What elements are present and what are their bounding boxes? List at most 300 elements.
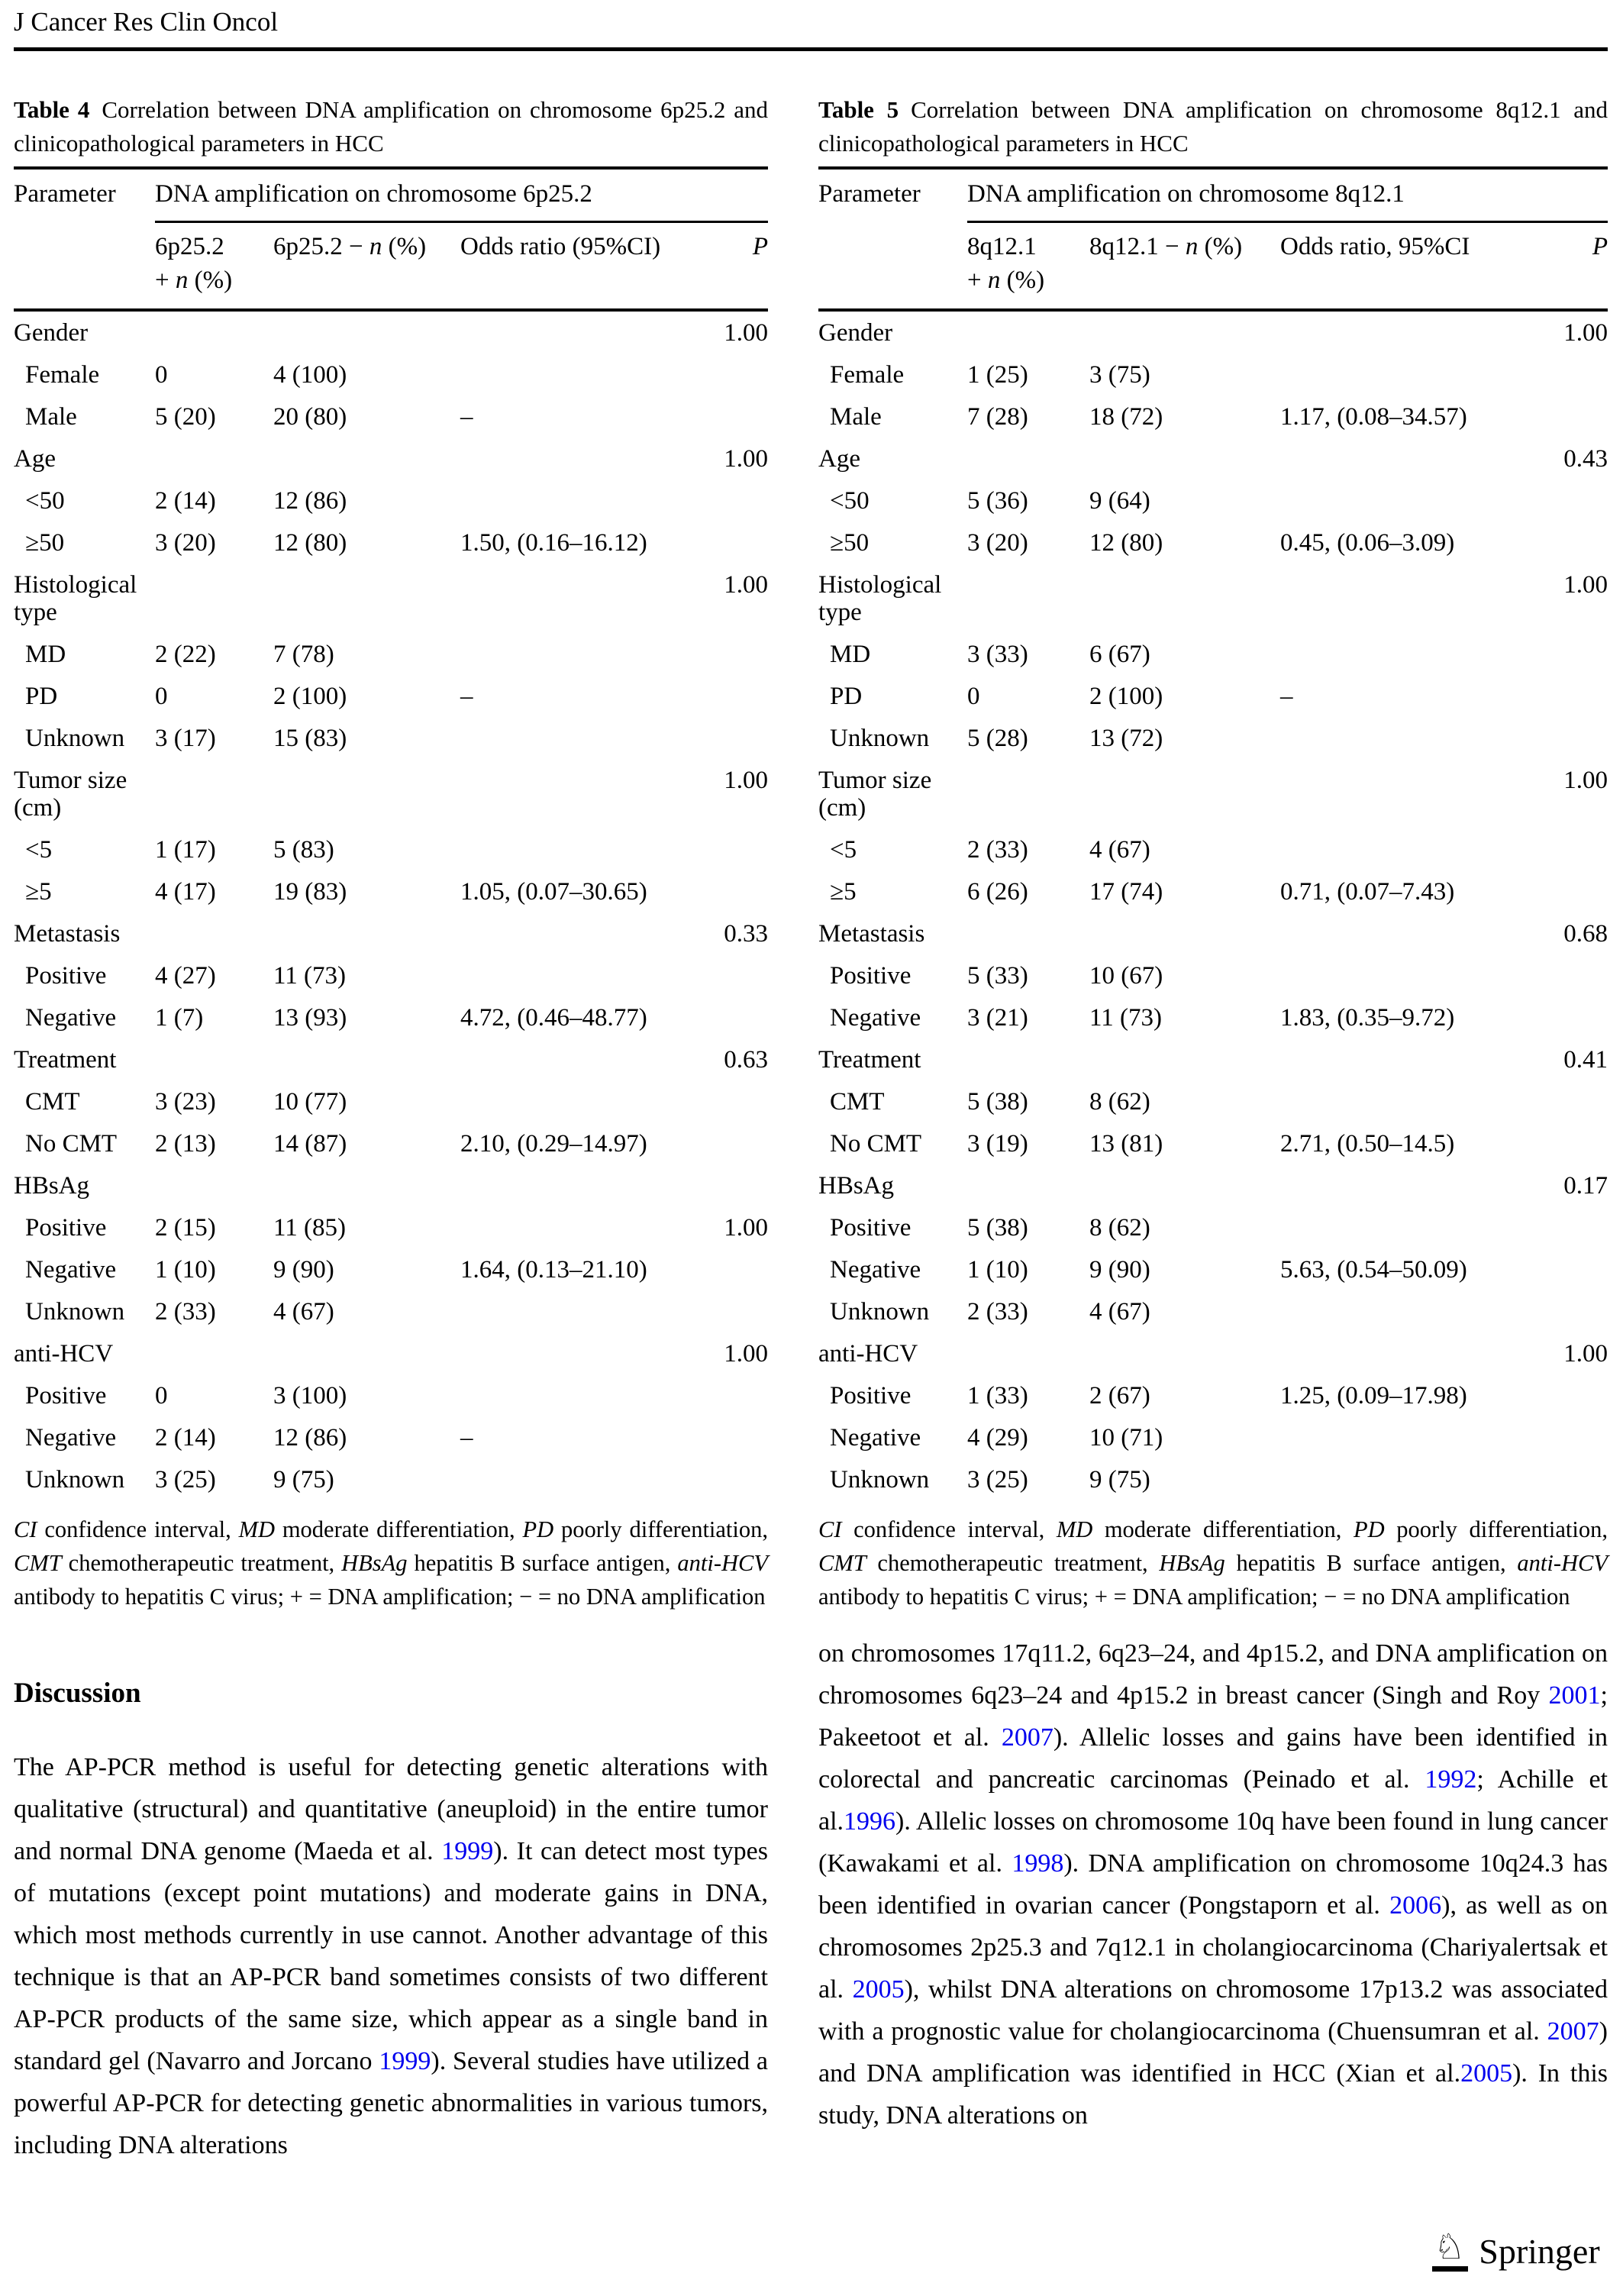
citation-link[interactable]: 2007 [1547,2017,1599,2046]
cell-plus-n: 5 (28) [967,725,1028,752]
table-row [14,912,768,954]
table-row [14,633,768,675]
table-row [14,996,768,1038]
cell-parameter: MD [830,641,871,668]
cell-plus-n: 2 (14) [155,1424,216,1452]
cell-p-value [1544,1122,1608,1164]
cell-parameter: Unknown [25,725,125,752]
cell-parameter: Positive [25,1382,107,1410]
table5-footnote: CI confidence interval, MD moderate differentiation, PD poorly differentiation, CMT chemotherapeutic treatment, HBsAg hepatitis B surface antigen, anti-HCV antibody to hepatitis C virus; + = DNA amplification; − = no DNA amplification [818,1516,1608,1610]
cell-odds-ratio: 1.50, (0.16–16.12) [460,529,647,557]
cell-p-value [1544,354,1608,396]
cell-p-value [712,522,768,564]
cell-p-value [1544,1374,1608,1416]
table-row [14,954,768,996]
cell-parameter: Metastasis [818,920,925,948]
cell-minus-n: 9 (64) [1089,487,1150,515]
discussion-heading: Discussion [14,1678,141,1709]
cell-p-value: 1.00 [724,319,768,347]
cell-minus-n [1089,438,1280,480]
cell-plus-n: 1 (25) [967,361,1028,389]
table4-col-p: P [712,222,768,311]
cell-minus-n: 11 (85) [273,1214,347,1242]
cell-minus-n: 10 (77) [273,1088,347,1116]
table4-caption-label: Table 4 [14,96,90,123]
table-row [818,310,1608,354]
cell-odds-ratio [1280,480,1544,522]
cell-p-value [1544,828,1608,870]
cell-minus-n: 18 (72) [1089,403,1163,431]
table-row [14,1164,768,1206]
table4-header-row1 [14,168,768,222]
cell-odds-ratio: 1.83, (0.35–9.72) [1280,1004,1455,1032]
cell-minus-n: 19 (83) [273,878,347,906]
cell-odds-ratio: – [460,683,473,710]
cell-p-value [712,1374,768,1416]
cell-odds-ratio: – [460,1424,473,1452]
cell-parameter: Gender [818,319,893,347]
cell-minus-n: 4 (67) [1089,836,1150,864]
cell-odds-ratio [1280,1458,1544,1500]
cell-odds-ratio [460,717,712,759]
cell-plus-n: 5 (33) [967,962,1028,990]
cell-p-value: 1.00 [724,571,768,599]
cell-plus-n [967,564,1089,633]
discussion-paragraph-left: The AP-PCR method is useful for detecting genetic alterations with qualitative (structural) and quantitative (aneuploid) in the entire tumor and normal DNA genome (Maeda et al. 1999). It can detect most types of mutations (except point mutations) and moderate gains in DNA, which most methods currently in use cannot. Another advantage of this technique is that an AP-PCR band sometimes consists of two different AP-PCR products of the same size, which appear as a single band in standard gel (Navarro and Jorcano 1999). Several studies have utilized a powerful AP-PCR for detecting genetic abnormalities in various tumors, including DNA alterations [14,1753,768,2159]
cell-plus-n [967,759,1089,828]
cell-minus-n: 9 (75) [273,1466,334,1494]
cell-odds-ratio: 5.63, (0.54–50.09) [1280,1256,1467,1284]
cell-p-value [712,870,768,912]
table5 [818,166,1608,1500]
cell-odds-ratio [1280,1206,1544,1248]
cell-odds-ratio [460,1080,712,1122]
table4-footnote: CI confidence interval, MD moderate differentiation, PD poorly differentiation, CMT chemotherapeutic treatment, HBsAg hepatitis B surface antigen, anti-HCV antibody to hepatitis C virus; + = DNA amplification; − = no DNA amplification [14,1516,768,1610]
cell-p-value [712,1248,768,1290]
cell-minus-n: 10 (67) [1089,962,1163,990]
citation-link[interactable]: 2005 [852,1975,905,2004]
cell-parameter: CMT [25,1088,80,1116]
cell-p-value [1544,1080,1608,1122]
table4-span-header: DNA amplification on chromosome 6p25.2 [155,168,768,222]
cell-odds-ratio [460,1290,712,1332]
cell-plus-n: 1 (33) [967,1382,1028,1410]
cell-parameter: anti-HCV [14,1340,114,1368]
cell-p-value [1544,1458,1608,1500]
table5-body [818,310,1608,1500]
cell-parameter: Positive [830,962,912,990]
table-row [14,480,768,522]
cell-plus-n: 2 (22) [155,641,216,668]
cell-plus-n: 3 (17) [155,725,216,752]
discussion-paragraph-right: on chromosomes 17q11.2, 6q23–24, and 4p15.2, and DNA amplification on chromosomes 6q23–24 and 4p15.2 in breast cancer (Singh and Roy 2001; Pakeetoot et al. 2007). Allelic losses and gains have been identified in colorectal and pancreatic carcinomas (Peinado et al. 1992; Achille et al.1996). Allelic losses on chromosome 10q have been found in lung cancer (Kawakami et al. 1998). DNA amplification on chromosome 10q24.3 has been identified in ovarian cancer (Pongstaporn et al. 2006), as well as on chromosomes 2p25.3 and 7q12.1 in cholangiocarcinoma (Chariyalertsak et al. 2005), whilst DNA alterations on chromosome 17p13.2 was associated with a prognostic value for cholangiocarcinoma (Chuensumran et al. 2007) and DNA amplification was identified in HCC (Xian et al.2005). In this study, DNA alterations on [818,1639,1608,2130]
cell-parameter: Female [830,361,905,389]
cell-odds-ratio [460,480,712,522]
cell-minus-n: 7 (78) [273,641,334,668]
cell-p-value [712,354,768,396]
cell-parameter: Tumor size (cm) [818,767,932,822]
table5-col-plus: 8q12.1 + n (%) [967,222,1089,311]
cell-p-value: 1.00 [1563,319,1608,347]
cell-p-value: 0.17 [1563,1172,1608,1200]
cell-plus-n [155,912,273,954]
cell-minus-n [273,1164,460,1206]
cell-minus-n [273,1332,460,1374]
table4-caption [14,93,768,160]
cell-plus-n: 4 (17) [155,878,216,906]
cell-odds-ratio: 1.17, (0.08–34.57) [1280,403,1467,431]
citation-link[interactable]: 2005 [1460,2059,1513,2088]
table-row [818,1038,1608,1080]
cell-minus-n: 11 (73) [1089,1004,1163,1032]
cell-parameter: Unknown [830,1466,930,1494]
cell-minus-n: 20 (80) [273,403,347,431]
citation-link[interactable]: 2007 [1001,1723,1053,1752]
cell-minus-n: 12 (80) [1089,529,1163,557]
cell-plus-n [155,1038,273,1080]
cell-p-value [712,996,768,1038]
cell-parameter: <50 [830,487,870,515]
cell-odds-ratio [1280,912,1544,954]
cell-plus-n: 1 (10) [967,1256,1028,1284]
cell-plus-n [155,1164,273,1206]
cell-odds-ratio [1280,717,1544,759]
cell-plus-n [967,1332,1089,1374]
table-row [818,480,1608,522]
cell-parameter: Unknown [25,1298,125,1326]
cell-odds-ratio: 0.71, (0.07–7.43) [1280,878,1455,906]
cell-odds-ratio [460,1164,712,1206]
left-column [14,93,768,1613]
cell-minus-n [1089,1038,1280,1080]
cell-plus-n: 6 (26) [967,878,1028,906]
cell-plus-n: 3 (20) [967,529,1028,557]
cell-minus-n: 2 (100) [273,683,347,710]
table5-col-parameter: Parameter [818,180,921,208]
table-row [14,1416,768,1458]
cell-odds-ratio: – [1280,683,1293,710]
cell-parameter: HBsAg [14,1172,90,1200]
cell-p-value: 1.00 [724,445,768,473]
table-row [818,996,1608,1038]
cell-parameter: Unknown [830,725,930,752]
cell-plus-n [155,564,273,633]
table-row [14,1080,768,1122]
cell-odds-ratio [460,1458,712,1500]
cell-parameter: Negative [830,1424,921,1452]
cell-plus-n: 1 (7) [155,1004,204,1032]
cell-odds-ratio [460,354,712,396]
cell-odds-ratio [1280,1038,1544,1080]
cell-plus-n [967,310,1089,354]
table-row [14,1332,768,1374]
springer-knight-icon: ♘ [1432,2228,1468,2272]
table-row [818,1332,1608,1374]
cell-parameter: <5 [25,836,53,864]
cell-odds-ratio [460,564,712,633]
table-row [818,675,1608,717]
table-row [818,564,1608,633]
cell-parameter: ≥5 [25,878,52,906]
cell-p-value: 1.00 [1563,1340,1608,1368]
cell-odds-ratio: 2.71, (0.50–14.5) [1280,1130,1455,1158]
cell-minus-n: 12 (86) [273,1424,347,1452]
citation-link[interactable]: 1996 [844,1807,896,1836]
table5-header-empty-cell [818,222,967,311]
cell-parameter: Negative [830,1004,921,1032]
cell-plus-n [967,1164,1089,1206]
table5-col-minus: 8q12.1 − n (%) [1089,222,1280,311]
cell-p-value [1544,717,1608,759]
citation-link[interactable]: 1992 [1425,1765,1477,1794]
cell-plus-n: 4 (27) [155,962,216,990]
cell-odds-ratio [1280,354,1544,396]
cell-plus-n: 4 (29) [967,1424,1028,1452]
cell-plus-n: 7 (28) [967,403,1028,431]
cell-plus-n: 0 [155,361,168,389]
cell-p-value [712,675,768,717]
citation-link[interactable]: 1998 [1012,1849,1064,1878]
cell-minus-n: 13 (93) [273,1004,347,1032]
table5-col-p: P [1544,222,1608,311]
cell-p-value [1544,954,1608,996]
cell-p-value: 0.41 [1563,1046,1608,1074]
cell-parameter: Male [25,403,77,431]
cell-odds-ratio: 1.64, (0.13–21.10) [460,1256,647,1284]
cell-odds-ratio [1280,1080,1544,1122]
cell-odds-ratio [1280,1332,1544,1374]
cell-parameter: CMT [830,1088,885,1116]
table-row [14,438,768,480]
table-row [14,1374,768,1416]
cell-odds-ratio [460,1206,712,1248]
table-row [818,1164,1608,1206]
cell-plus-n: 5 (38) [967,1088,1028,1116]
cell-minus-n: 14 (87) [273,1130,347,1158]
cell-parameter: PD [830,683,863,710]
cell-plus-n: 2 (33) [967,836,1028,864]
cell-minus-n: 9 (75) [1089,1466,1150,1494]
cell-p-value [712,1416,768,1458]
cell-odds-ratio [460,828,712,870]
table-row [818,1290,1608,1332]
cell-parameter: Negative [25,1004,117,1032]
cell-minus-n: 4 (67) [1089,1298,1150,1326]
table-row [818,354,1608,396]
cell-plus-n: 1 (10) [155,1256,216,1284]
cell-p-value [1544,1206,1608,1248]
table4 [14,166,768,1500]
table-row [818,954,1608,996]
cell-p-value [1544,480,1608,522]
cell-minus-n [1089,310,1280,354]
table-row [14,759,768,828]
cell-minus-n [273,310,460,354]
table-row [818,633,1608,675]
table-row [14,1458,768,1500]
cell-minus-n: 3 (100) [273,1382,347,1410]
cell-plus-n: 2 (15) [155,1214,216,1242]
table-row [14,522,768,564]
table-row [818,717,1608,759]
cell-p-value [1544,396,1608,438]
table-row [818,912,1608,954]
cell-odds-ratio [1280,1416,1544,1458]
cell-parameter: <50 [25,487,65,515]
cell-minus-n [273,564,460,633]
cell-plus-n: 2 (33) [967,1298,1028,1326]
cell-parameter: <5 [830,836,857,864]
table-row [14,675,768,717]
cell-minus-n [1089,912,1280,954]
table-row [818,396,1608,438]
table-row [818,1374,1608,1416]
cell-parameter: Positive [25,962,107,990]
table4-header-empty-cell [14,222,155,311]
springer-logo-label: Springer [1479,2232,1600,2271]
cell-plus-n: 2 (14) [155,487,216,515]
cell-plus-n: 3 (21) [967,1004,1028,1032]
cell-minus-n [273,912,460,954]
cell-minus-n: 4 (67) [273,1298,334,1326]
table4-col-plus: 6p25.2 + n (%) [155,222,273,311]
cell-p-value: 1.00 [724,1214,768,1242]
cell-plus-n: 3 (33) [967,641,1028,668]
cell-minus-n: 8 (62) [1089,1214,1150,1242]
cell-minus-n [273,1038,460,1080]
table-row [14,1122,768,1164]
table-row [818,522,1608,564]
cell-odds-ratio [460,912,712,954]
cell-p-value [712,1290,768,1332]
citation-link[interactable]: 2001 [1548,1681,1601,1710]
cell-parameter: Negative [830,1256,921,1284]
table-row [14,354,768,396]
table4-col-odds: Odds ratio (95%CI) [460,222,712,311]
cell-parameter: MD [25,641,66,668]
cell-minus-n: 13 (81) [1089,1130,1163,1158]
cell-parameter: No CMT [25,1130,118,1158]
cell-plus-n: 1 (17) [155,836,216,864]
cell-parameter: PD [25,683,58,710]
cell-odds-ratio [1280,633,1544,675]
cell-plus-n: 3 (25) [155,1466,216,1494]
table-row [14,396,768,438]
cell-parameter: Treatment [818,1046,921,1074]
cell-plus-n: 3 (20) [155,529,216,557]
table-row [14,1206,768,1248]
cell-p-value [712,954,768,996]
cell-minus-n: 12 (80) [273,529,347,557]
cell-parameter: Female [25,361,100,389]
cell-p-value [712,396,768,438]
cell-p-value [712,828,768,870]
journal-header: J Cancer Res Clin Oncol [14,7,279,37]
cell-odds-ratio [1280,1164,1544,1206]
cell-p-value: 1.00 [724,767,768,794]
cell-p-value: 0.33 [724,920,768,948]
cell-p-value [712,1080,768,1122]
cell-parameter: Gender [14,319,89,347]
cell-p-value [712,480,768,522]
cell-plus-n: 5 (20) [155,403,216,431]
cell-p-value: 1.00 [1563,571,1608,599]
cell-p-value [1544,633,1608,675]
cell-parameter: Positive [25,1214,107,1242]
cell-parameter: Age [14,445,56,473]
table-row [818,438,1608,480]
cell-plus-n [155,310,273,354]
cell-parameter: Male [830,403,882,431]
cell-plus-n [155,1332,273,1374]
cell-minus-n: 13 (72) [1089,725,1163,752]
citation-link[interactable]: 2006 [1389,1891,1442,1920]
cell-plus-n: 2 (13) [155,1130,216,1158]
cell-odds-ratio [1280,438,1544,480]
table5-col-odds: Odds ratio, 95%CI [1280,222,1544,311]
cell-minus-n: 12 (86) [273,487,347,515]
cell-minus-n: 2 (100) [1089,683,1163,710]
cell-minus-n: 17 (74) [1089,878,1163,906]
cell-minus-n [1089,564,1280,633]
cell-p-value [712,1458,768,1500]
table5-caption-label: Table 5 [818,96,899,123]
table-row [818,1248,1608,1290]
cell-p-value [712,633,768,675]
table-row [14,1038,768,1080]
cell-odds-ratio [460,759,712,828]
cell-p-value: 0.43 [1563,445,1608,473]
table5-caption-text: Correlation between DNA amplification on chromosome 8q12.1 and clinicopathological parameters in HCC [818,96,1608,157]
cell-p-value [1544,1290,1608,1332]
cell-odds-ratio [460,954,712,996]
cell-minus-n: 11 (73) [273,962,347,990]
table-row [14,310,768,354]
cell-parameter: Unknown [830,1298,930,1326]
cell-parameter: Positive [830,1382,912,1410]
cell-odds-ratio: 0.45, (0.06–3.09) [1280,529,1455,557]
right-column [818,93,1608,1613]
cell-plus-n: 0 [155,1382,168,1410]
cell-p-value [1544,675,1608,717]
cell-minus-n: 6 (67) [1089,641,1150,668]
cell-p-value [1544,870,1608,912]
table-row [818,1122,1608,1164]
table-row [818,759,1608,828]
table5-header-row1 [818,168,1608,222]
citation-link[interactable]: 1999 [379,2047,431,2075]
cell-odds-ratio: 1.25, (0.09–17.98) [1280,1382,1467,1410]
cell-parameter: Histological type [818,571,942,626]
table5-header-row2 [818,222,1608,311]
cell-p-value [1544,996,1608,1038]
cell-parameter: Negative [25,1256,117,1284]
cell-parameter: Positive [830,1214,912,1242]
cell-odds-ratio: 4.72, (0.46–48.77) [460,1004,647,1032]
cell-parameter: Tumor size (cm) [14,767,127,822]
cell-odds-ratio: 1.05, (0.07–30.65) [460,878,647,906]
cell-p-value: 0.68 [1563,920,1608,948]
cell-minus-n: 4 (100) [273,361,347,389]
cell-odds-ratio [460,1374,712,1416]
cell-odds-ratio [1280,310,1544,354]
citation-link[interactable]: 1999 [441,1837,494,1865]
table-row [14,828,768,870]
table-row [14,1248,768,1290]
cell-odds-ratio [460,1038,712,1080]
table5-caption [818,93,1608,160]
cell-odds-ratio [460,633,712,675]
